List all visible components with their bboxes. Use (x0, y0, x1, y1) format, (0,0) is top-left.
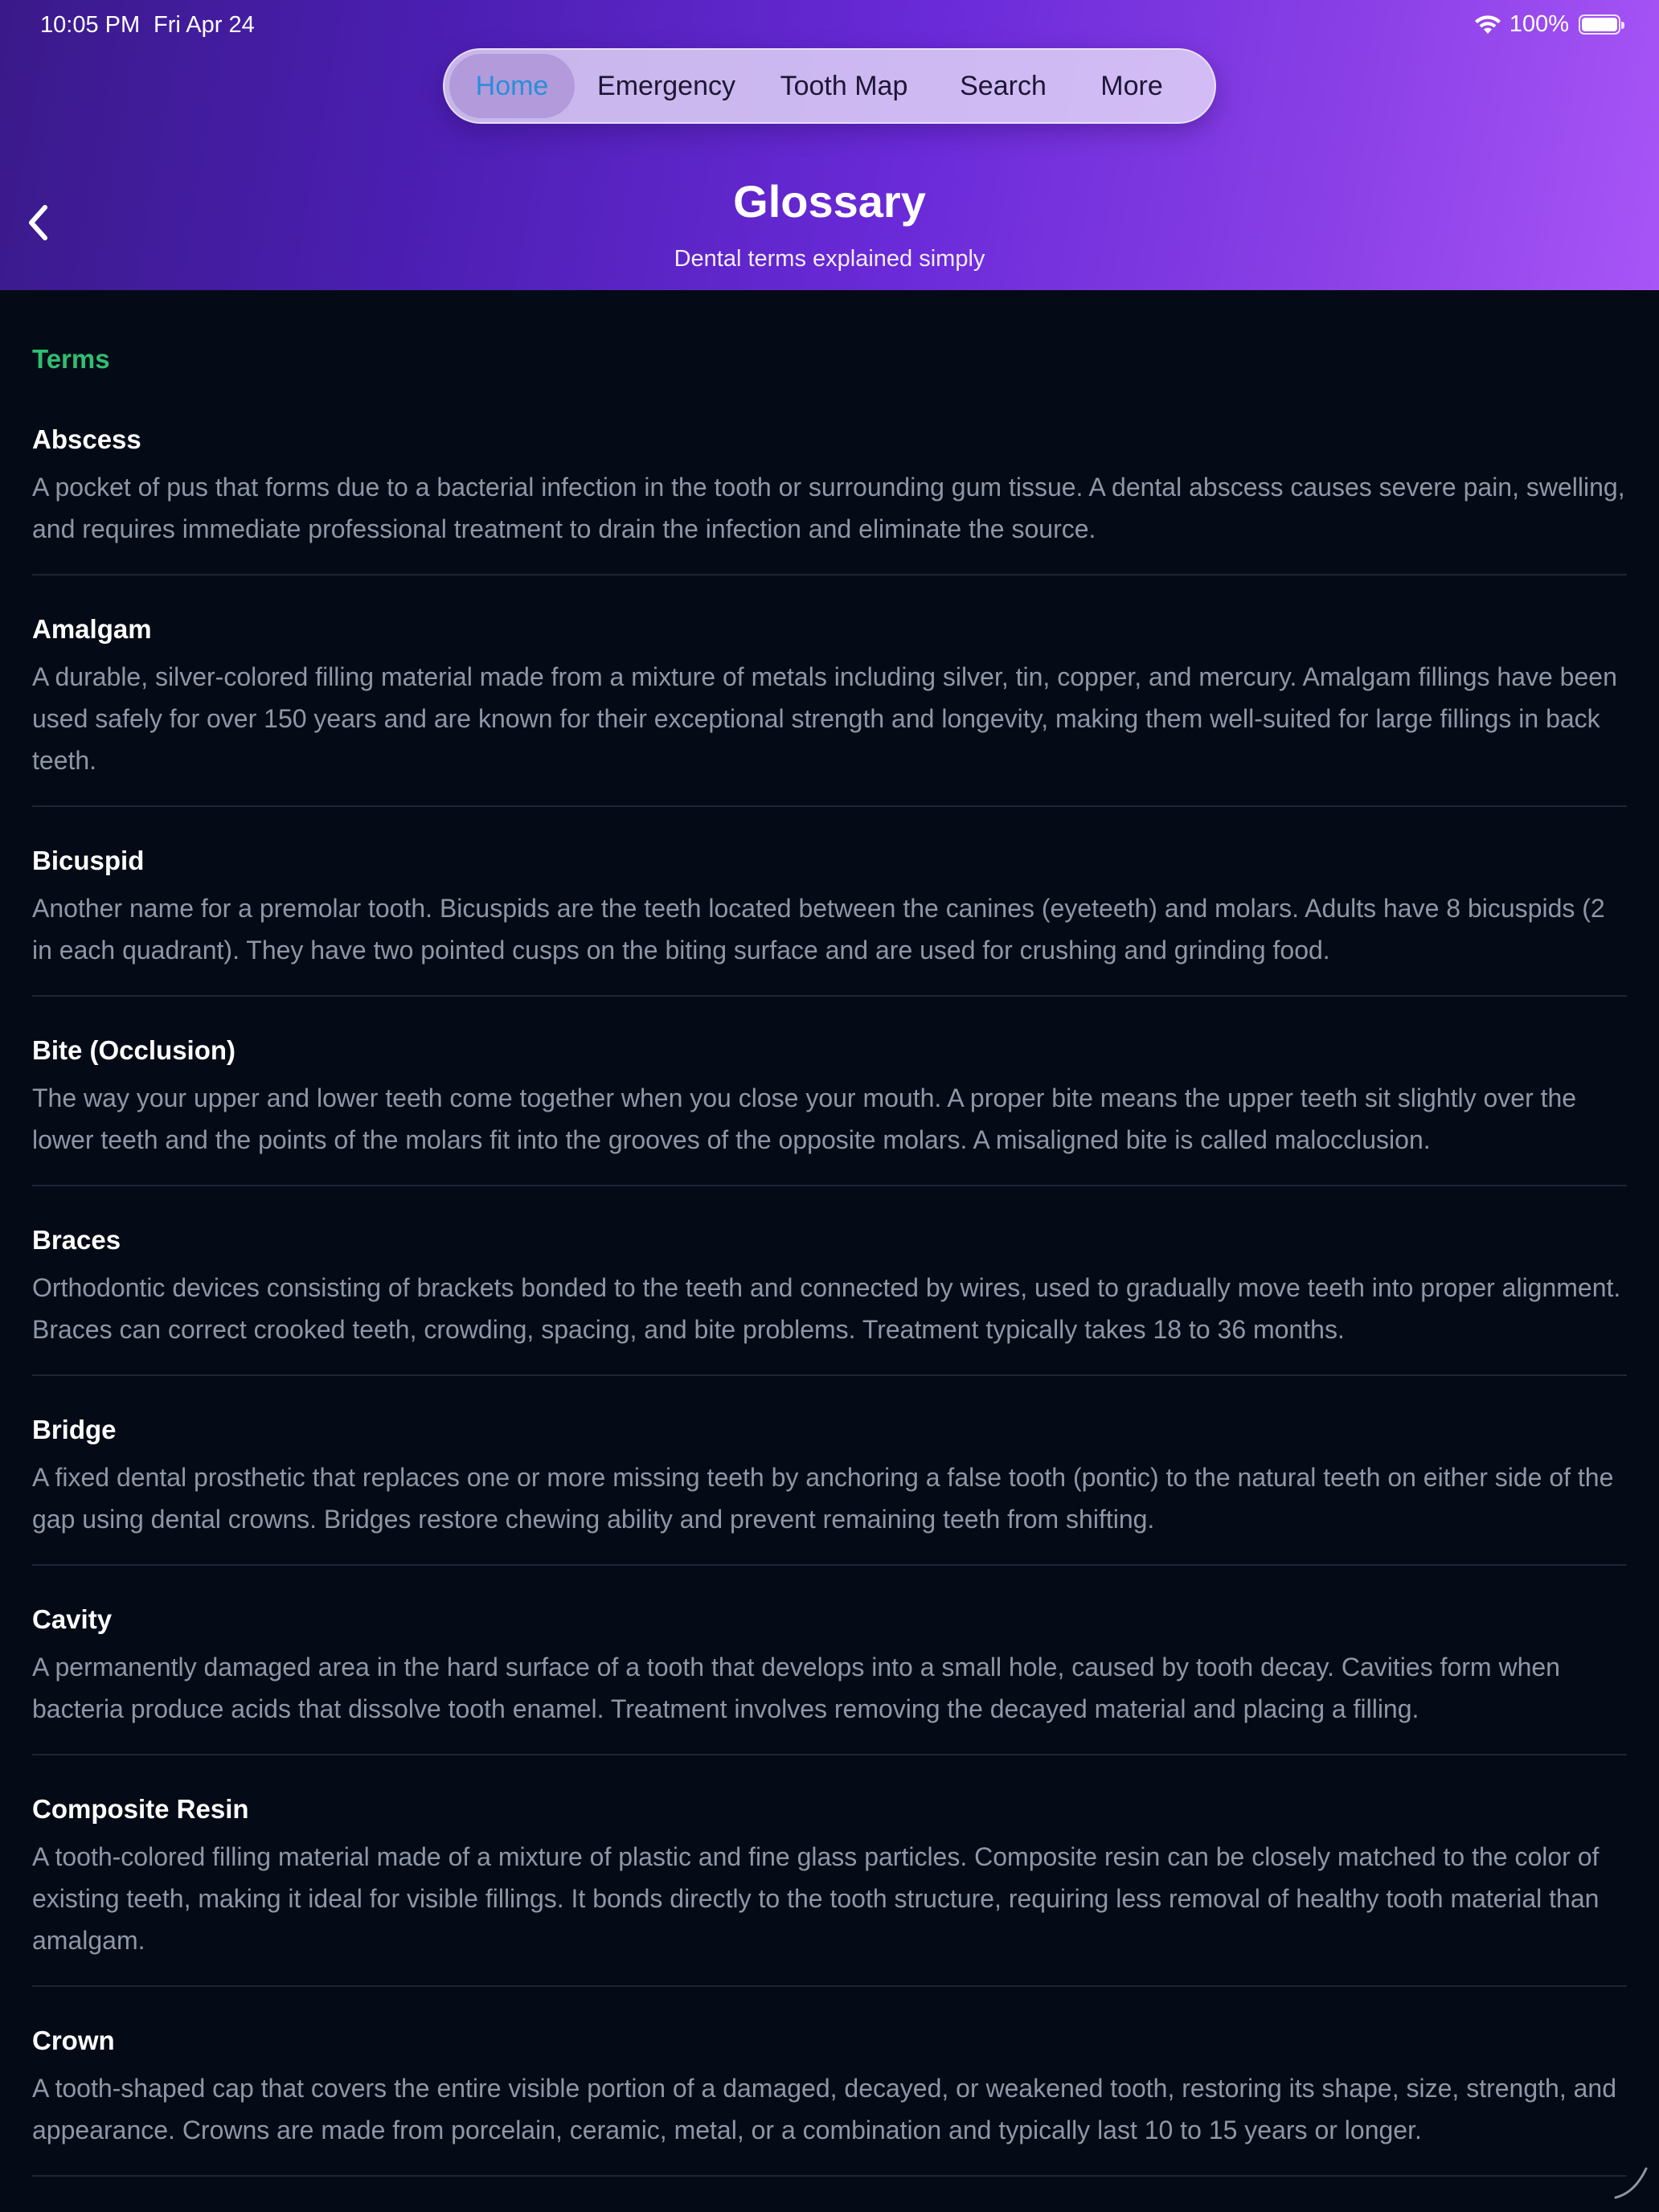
glossary-term-bicuspid[interactable] (32, 807, 1627, 997)
status-date: Fri Apr 24 (154, 12, 255, 38)
glossary-term-composite-resin[interactable] (32, 1755, 1627, 1987)
battery-percentage: 100% (1509, 11, 1569, 37)
status-bar (0, 0, 1659, 51)
term-name: Braces (32, 1225, 121, 1255)
term-name: Crown (32, 2026, 115, 2055)
tab-more[interactable]: More (1100, 70, 1163, 101)
term-name: Composite Resin (32, 1794, 249, 1824)
glossary-term-braces[interactable] (32, 1186, 1627, 1376)
glossary-term-abscess[interactable] (32, 386, 1627, 576)
tab-search[interactable]: Search (960, 70, 1047, 101)
battery-icon (1579, 14, 1620, 35)
term-name: Amalgam (32, 614, 152, 644)
term-definition: A pocket of pus that forms due to a bacterial infection in the tooth or surrounding gum tissue. A dental abscess causes severe pain, swelling, and requires immediate professional treatment to drain the infection and eliminate the source. (32, 473, 1625, 543)
term-name: Cavity (32, 1604, 113, 1634)
glossary-term-bite[interactable] (32, 997, 1627, 1186)
tab-home[interactable]: Home (449, 54, 575, 118)
term-definition: A fixed dental prosthetic that replaces one or more missing teeth by anchoring a false tooth (pontic) to the natural teeth on either side of the gap using dental crowns. Bridges restore chewing ability and prevent remaining teeth from shifting. (32, 1463, 1614, 1534)
top-tab-bar (443, 48, 1216, 124)
term-definition: Another name for a premolar tooth. Bicuspids are the teeth located between the canines (eyeteeth) and molars. Adults have 8 bicuspids (2 in each quadrant). They have two pointed cusps on the biting surface and are used for crushing and grinding food. (32, 894, 1605, 965)
glossary-term-crown[interactable] (32, 1987, 1627, 2177)
term-definition: A tooth-shaped cap that covers the entire visible portion of a damaged, decayed, or weakened tooth, restoring its shape, size, strength, and appearance. Crowns are made from porcelain, ceramic, metal, or a combination and typically last 10 to 15 years or longer. (32, 2074, 1616, 2144)
term-name: Bridge (32, 1415, 117, 1444)
glossary-term-bridge[interactable] (32, 1376, 1627, 1566)
term-name: Bicuspid (32, 846, 145, 875)
page-subtitle: Dental terms explained simply (674, 246, 985, 272)
term-definition: A permanently damaged area in the hard surface of a tooth that develops into a small hole, caused by tooth decay. Cavities form when bacteria produce acids that dissolve tooth enamel. Treatment involves removing the decayed material and placing a filling. (32, 1653, 1560, 1723)
section-label-terms: Terms (32, 344, 110, 374)
status-time: 10:05 PM (40, 12, 141, 38)
tab-tooth-map[interactable]: Tooth Map (780, 70, 908, 101)
glossary-list (32, 344, 1627, 2177)
term-name: Abscess (32, 424, 141, 454)
term-definition: The way your upper and lower teeth come together when you close your mouth. A proper bite means the upper teeth sit slightly over the lower teeth and the points of the molars fit into the grooves of the opposite molars. A misaligned bite is called malocclusion. (32, 1083, 1577, 1154)
term-name: Bite (Occlusion) (32, 1035, 236, 1065)
wifi-icon (1474, 14, 1501, 35)
glossary-term-cavity[interactable] (32, 1566, 1627, 1755)
term-definition: A durable, silver-colored filling material made from a mixture of metals including silver, tin, copper, and mercury. Amalgam fillings have been used safely for over 150 years and are known for their exceptional strength and longevity, making them well-suited for large fillings in back teeth. (32, 662, 1617, 775)
status-indicators (1474, 11, 1620, 38)
term-definition: A tooth-colored filling material made of a mixture of plastic and fine glass particles. Composite resin can be closely matched to the color of existing teeth, making it ideal for visible fillings. It bonds directly to the tooth structure, requiring less removal of healthy tooth material than amalgam. (32, 1842, 1600, 1955)
header-banner (0, 0, 1659, 290)
tab-emergency[interactable]: Emergency (597, 70, 735, 101)
page-title: Glossary (733, 176, 926, 227)
term-definition: Orthodontic devices consisting of brackets bonded to the teeth and connected by wires, used to gradually move teeth into proper alignment. Braces can correct crooked teeth, crowding, spacing, and bite problems. Treatment typically takes 18 to 36 months. (32, 1273, 1621, 1344)
glossary-term-amalgam[interactable] (32, 576, 1627, 807)
scroll-indicator-icon (1611, 2162, 1651, 2202)
